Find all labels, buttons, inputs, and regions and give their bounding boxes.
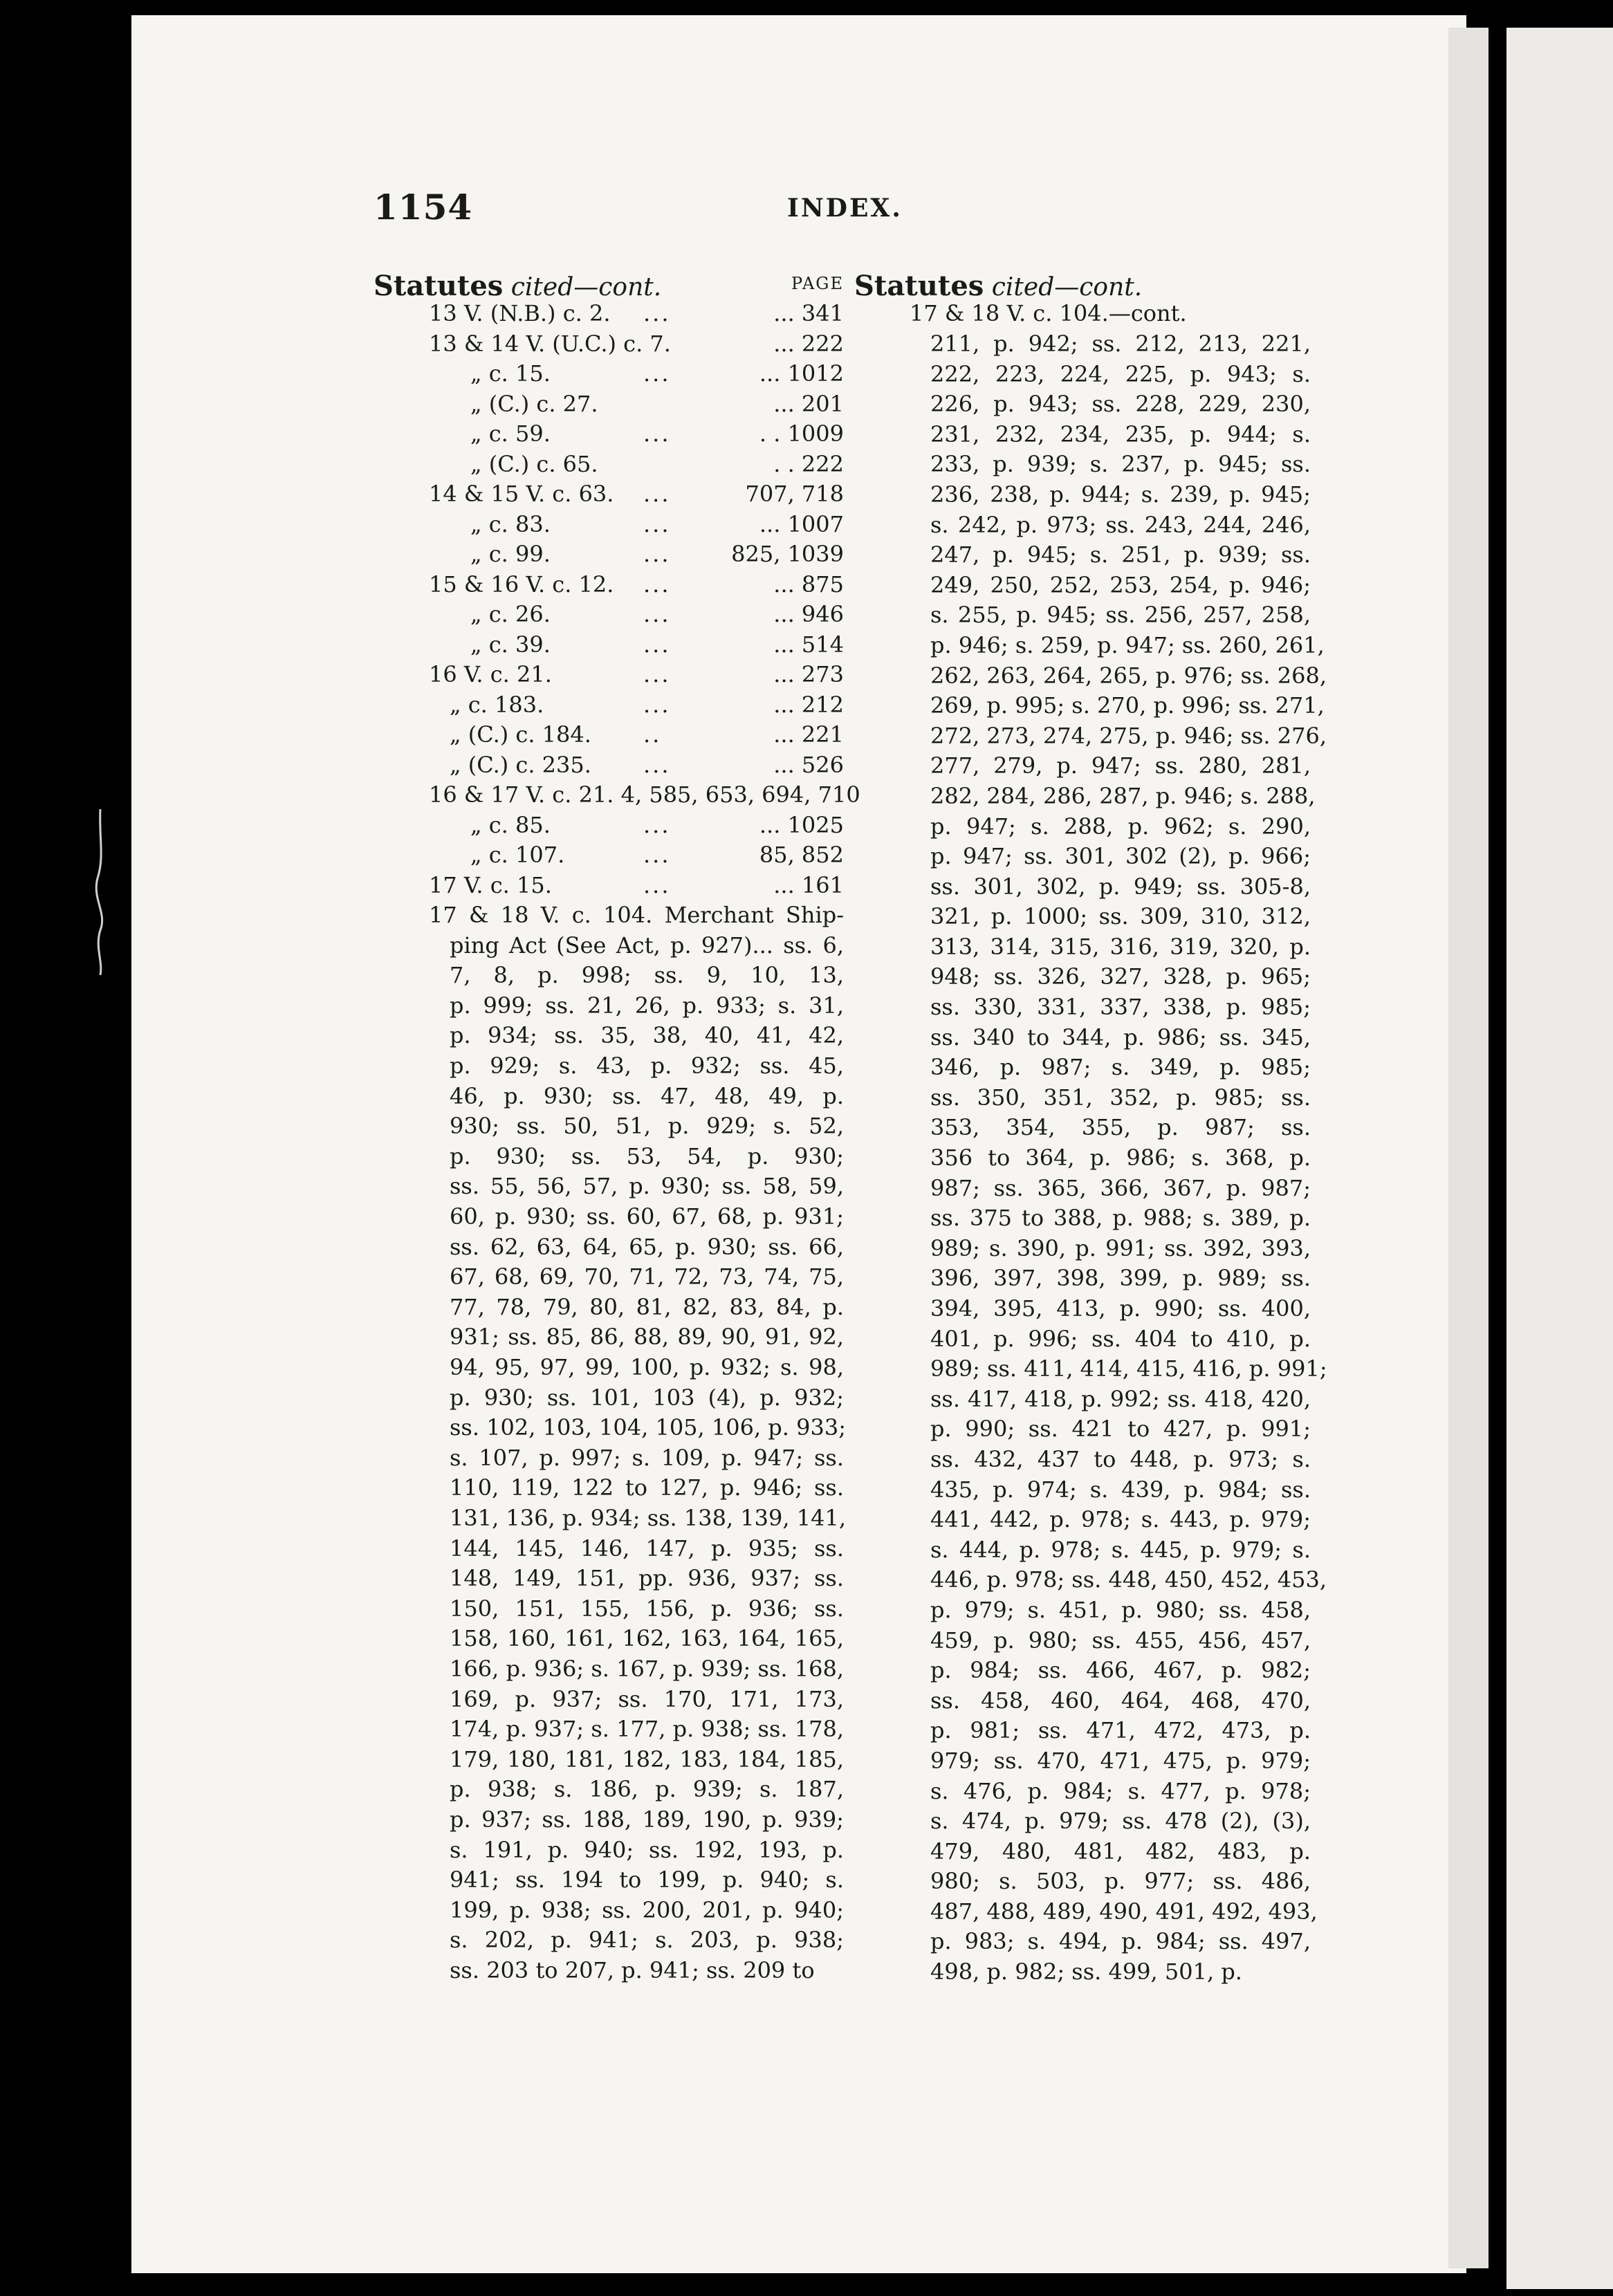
index-text-line: p. 984; ss. 466, 467, p. 982; — [930, 1657, 1311, 1684]
statute-citation: „ c. 85. — [470, 811, 551, 838]
page-reference: . . 222 — [773, 450, 844, 477]
page-reference: ... 526 — [773, 751, 844, 778]
statute-entry — [374, 872, 844, 902]
index-text-line: 231, 232, 234, 235, p. 944; s. — [930, 420, 1311, 447]
index-text-line: 262, 263, 264, 265, p. 976; ss. 268, — [930, 662, 1327, 689]
statute-citation: 13 V. (N.B.) c. 2. — [429, 300, 611, 326]
index-text-line: p. 983; s. 494, p. 984; ss. 497, — [930, 1928, 1311, 1955]
statute-entry — [374, 631, 844, 662]
index-text-line: 269, p. 995; s. 270, p. 996; ss. 271, — [930, 692, 1325, 719]
page-reference: ... 1012 — [759, 360, 844, 387]
statute-entry — [374, 721, 844, 752]
index-text-line: 930; ss. 50, 51, p. 929; s. 52, — [450, 1113, 844, 1140]
index-text-line: ss. 102, 103, 104, 105, 106, p. 933; — [450, 1414, 846, 1441]
index-text-line: 131, 136, p. 934; ss. 138, 139, 141, — [450, 1504, 846, 1531]
statute-entry — [374, 752, 844, 782]
index-text-line: 199, p. 938; ss. 200, 201, p. 940; — [450, 1896, 844, 1923]
leader-dots: ... — [643, 571, 671, 598]
index-text-line: 77, 78, 79, 80, 81, 82, 83, 84, p. — [450, 1293, 844, 1320]
index-text-line: 46, p. 930; ss. 47, 48, 49, p. — [450, 1082, 844, 1109]
page-reference: ... 273 — [773, 661, 844, 687]
statute-entry — [374, 601, 844, 631]
index-text-line: 346, p. 987; s. 349, p. 985; — [930, 1054, 1311, 1081]
index-text-line: ss. 203 to 207, p. 941; ss. 209 to — [450, 1956, 815, 1983]
index-text-line: p. 999; ss. 21, 26, p. 933; s. 31, — [450, 992, 844, 1019]
leader-dots: .. — [643, 721, 662, 748]
adjacent-page-edge — [1506, 28, 1613, 2289]
index-text-line: 435, p. 974; s. 439, p. 984; ss. — [930, 1476, 1311, 1503]
continuation-subheading: 17 & 18 V. c. 104.—cont. — [910, 300, 1187, 326]
page-reference: ... 222 — [773, 330, 844, 357]
index-text-line: s. 242, p. 973; ss. 243, 244, 246, — [930, 511, 1311, 538]
index-text-line: 356 to 364, p. 986; s. 368, p. — [930, 1145, 1311, 1172]
statute-entry — [374, 541, 844, 571]
index-text-line: 150, 151, 155, 156, p. 936; ss. — [450, 1595, 844, 1622]
leader-dots: ... — [643, 871, 671, 898]
index-text-line: p. 981; ss. 471, 472, 473, p. — [930, 1717, 1311, 1744]
page-reference: . . 1009 — [759, 420, 844, 447]
statute-entry — [374, 420, 844, 451]
leader-dots: ... — [643, 420, 671, 447]
index-text-line: s. 444, p. 978; s. 445, p. 979; s. — [930, 1536, 1311, 1563]
statute-citation: „ (C.) c. 235. — [450, 751, 591, 778]
leader-dots: ... — [643, 300, 671, 326]
page-reference: ... 1007 — [759, 510, 844, 537]
page-reference: ... 201 — [773, 390, 844, 417]
statute-entry-list — [374, 300, 844, 781]
statute-citation: „ c. 99. — [470, 541, 551, 567]
index-text-line: 17 & 18 V. c. 104. Merchant Ship- — [429, 902, 844, 929]
long-entry: 16 & 17 V. c. 21. 4, 585, 653, 694, 710 — [429, 781, 860, 808]
index-text-line: p. 938; s. 186, p. 939; s. 187, — [450, 1776, 844, 1803]
index-text-line: s. 107, p. 997; s. 109, p. 947; ss. — [450, 1444, 844, 1471]
index-text-line: p. 947; s. 288, p. 962; s. 290, — [930, 813, 1311, 840]
merchant-shipping-act-entry — [374, 902, 844, 1987]
page-reference: ... 341 — [773, 300, 844, 326]
leader-dots: ... — [643, 842, 671, 869]
index-text-line: 247, p. 945; s. 251, p. 939; ss. — [930, 541, 1311, 568]
index-text-line: 353, 354, 355, p. 987; ss. — [930, 1114, 1311, 1141]
statute-citation: „ c. 26. — [470, 601, 551, 627]
leader-dots: ... — [643, 661, 671, 687]
statute-entry — [374, 331, 844, 361]
index-text-line: ss. 55, 56, 57, p. 930; ss. 58, 59, — [450, 1173, 844, 1200]
leader-dots: ... — [643, 751, 671, 778]
index-text-line: 321, p. 1000; ss. 309, 310, 312, — [930, 903, 1311, 930]
index-text-line: s. 202, p. 941; s. 203, p. 938; — [450, 1927, 844, 1954]
index-text-line: 222, 223, 224, 225, p. 943; s. — [930, 360, 1311, 387]
index-text-line: 282, 284, 286, 287, p. 946; s. 288, — [930, 782, 1316, 809]
index-text-line: ping Act (See Act, p. 927)... ss. 6, — [450, 932, 844, 959]
index-text-line: 60, p. 930; ss. 60, 67, 68, p. 931; — [450, 1203, 844, 1230]
index-text-line: s. 255, p. 945; ss. 256, 257, 258, — [930, 602, 1311, 629]
index-text-line: 441, 442, p. 978; s. 443, p. 979; — [930, 1506, 1311, 1533]
statute-entry — [374, 842, 844, 872]
index-text-line: 144, 145, 146, 147, p. 935; ss. — [450, 1535, 844, 1562]
index-text-line: ss. 350, 351, 352, p. 985; ss. — [930, 1084, 1311, 1111]
index-text-line: p. 990; ss. 421 to 427, p. 991; — [930, 1416, 1311, 1443]
left-column — [374, 270, 860, 1987]
index-text-line: 148, 149, 151, pp. 936, 937; ss. — [450, 1565, 844, 1592]
index-text-line: p. 979; s. 451, p. 980; ss. 458, — [930, 1596, 1311, 1623]
leader-dots: ... — [643, 631, 671, 658]
index-text-line: p. 934; ss. 35, 38, 40, 41, 42, — [450, 1022, 844, 1049]
heading-word: Statutes — [374, 270, 504, 302]
page-column-label: PAGE — [791, 274, 844, 293]
index-text-line: 226, p. 943; ss. 228, 229, 230, — [930, 391, 1311, 418]
leader-dots: ... — [643, 510, 671, 537]
index-text-line: 401, p. 996; ss. 404 to 410, p. — [930, 1325, 1311, 1352]
index-text-line: 446, p. 978; ss. 448, 450, 452, 453, — [930, 1566, 1327, 1593]
column-heading-right — [854, 270, 1311, 300]
statute-citation: „ c. 59. — [470, 420, 551, 447]
index-text-line: 979; ss. 470, 471, 475, p. 979; — [930, 1747, 1311, 1774]
statute-citation: „ (C.) c. 184. — [450, 721, 591, 748]
index-text-line: ss. 417, 418, p. 992; ss. 418, 420, — [930, 1385, 1311, 1412]
index-text-line: 941; ss. 194 to 199, p. 940; s. — [450, 1867, 844, 1894]
heading-word: Statutes — [854, 270, 984, 302]
index-text-line: s. 474, p. 979; ss. 478 (2), (3), — [930, 1808, 1311, 1835]
right-column — [854, 270, 1327, 1989]
statute-entry-list-2 — [374, 812, 844, 902]
statute-citation: „ c. 83. — [470, 510, 551, 537]
heading-suffix: cited—cont. — [510, 273, 662, 302]
index-text-line: 980; s. 503, p. 977; ss. 486, — [930, 1868, 1311, 1895]
index-text-line: 487, 488, 489, 490, 491, 492, 493, — [930, 1898, 1318, 1925]
leader-dots: ... — [643, 541, 671, 567]
leader-dots: ... — [643, 360, 671, 387]
leader-dots: ... — [643, 691, 671, 718]
stray-thread-mark — [80, 809, 121, 975]
index-text-line: 7, 8, p. 998; ss. 9, 10, 13, — [450, 962, 844, 989]
leader-dots: ... — [643, 811, 671, 838]
section-reference-paragraph — [854, 331, 1327, 1989]
index-text-line: ss. 340 to 344, p. 986; ss. 345, — [930, 1024, 1311, 1050]
index-text-line: 211, p. 942; ss. 212, 213, 221, — [930, 331, 1311, 357]
statute-citation: 16 V. c. 21. — [429, 661, 552, 687]
page-reference: 707, 718 — [745, 481, 844, 507]
page-reference: ... 1025 — [759, 811, 844, 838]
index-text-line: ss. 458, 460, 464, 468, 470, — [930, 1687, 1311, 1714]
page-reference: 85, 852 — [759, 842, 844, 869]
statute-citation: „ c. 15. — [470, 360, 551, 387]
index-text-line: 110, 119, 122 to 127, p. 946; ss. — [450, 1474, 844, 1501]
page-number: 1154 — [374, 187, 473, 228]
index-text-line: 94, 95, 97, 99, 100, p. 932; s. 98, — [450, 1354, 844, 1380]
index-text-line: ss. 330, 331, 337, 338, p. 985; — [930, 994, 1311, 1021]
index-text-line: 249, 250, 252, 253, 254, p. 946; — [930, 571, 1311, 598]
column-heading — [374, 270, 844, 300]
statute-entry — [374, 511, 844, 541]
statute-citation: „ c. 183. — [450, 691, 544, 718]
index-text-line: 277, 279, p. 947; ss. 280, 281, — [930, 752, 1311, 779]
statute-entry — [374, 391, 844, 421]
statute-citation: 14 & 15 V. c. 63. — [429, 481, 614, 507]
index-text-line: 236, 238, p. 944; s. 239, p. 945; — [930, 481, 1311, 508]
page-edge-shadow — [1448, 28, 1488, 2268]
index-text-line: 394, 395, 413, p. 990; ss. 400, — [930, 1295, 1311, 1322]
index-text-line: 948; ss. 326, 327, 328, p. 965; — [930, 963, 1311, 990]
page-reference: ... 212 — [773, 691, 844, 718]
index-text-line: 987; ss. 365, 366, 367, p. 987; — [930, 1174, 1311, 1201]
index-text-line: p. 937; ss. 188, 189, 190, p. 939; — [450, 1806, 844, 1833]
statute-entry — [374, 300, 844, 331]
index-text-line: 396, 397, 398, 399, p. 989; ss. — [930, 1265, 1311, 1292]
index-text-line: p. 929; s. 43, p. 932; ss. 45, — [450, 1053, 844, 1080]
page-reference: ... 221 — [773, 721, 844, 748]
index-text-line: p. 946; s. 259, p. 947; ss. 260, 261, — [930, 631, 1325, 658]
index-text-line: 233, p. 939; s. 237, p. 945; ss. — [930, 451, 1311, 478]
index-text-line: 313, 314, 315, 316, 319, 320, p. — [930, 933, 1311, 960]
statute-citation: „ (C.) c. 27. — [470, 390, 598, 417]
index-text-line: p. 930; ss. 53, 54, p. 930; — [450, 1142, 844, 1169]
statute-citation: „ (C.) c. 65. — [470, 450, 598, 477]
running-head: INDEX. — [787, 194, 903, 223]
statute-citation: „ c. 39. — [470, 631, 551, 658]
index-text-line: ss. 432, 437 to 448, p. 973; s. — [930, 1445, 1311, 1472]
index-text-line: 931; ss. 85, 86, 88, 89, 90, 91, 92, — [450, 1324, 844, 1351]
statute-entry — [374, 812, 844, 842]
index-text-line: ss. 301, 302, p. 949; ss. 305-8, — [930, 873, 1311, 900]
index-text-line: 498, p. 982; ss. 499, 501, p. — [930, 1959, 1242, 1985]
statute-entry — [374, 661, 844, 692]
index-text-line: ss. 62, 63, 64, 65, p. 930; ss. 66, — [450, 1233, 844, 1260]
statute-entry — [374, 481, 844, 511]
leader-dots: ... — [643, 481, 671, 507]
statute-citation: 15 & 16 V. c. 12. — [429, 571, 614, 598]
index-text-line: 459, p. 980; ss. 455, 456, 457, — [930, 1627, 1311, 1654]
index-text-line: 158, 160, 161, 162, 163, 164, 165, — [450, 1625, 844, 1652]
index-text-line: p. 947; ss. 301, 302 (2), p. 966; — [930, 843, 1311, 870]
index-text-line: 169, p. 937; ss. 170, 171, 173, — [450, 1685, 844, 1712]
heading-suffix: cited—cont. — [991, 273, 1143, 302]
statute-citation: „ c. 107. — [470, 842, 565, 869]
index-text-line: 272, 273, 274, 275, p. 946; ss. 276, — [930, 722, 1327, 749]
index-text-line: 179, 180, 181, 182, 183, 184, 185, — [450, 1746, 844, 1772]
index-text-line: ss. 375 to 388, p. 988; s. 389, p. — [930, 1205, 1311, 1232]
page-reference: ... 161 — [773, 871, 844, 898]
statute-citation: 17 V. c. 15. — [429, 871, 552, 898]
index-text-line: p. 930; ss. 101, 103 (4), p. 932; — [450, 1384, 844, 1411]
page-reference: ... 875 — [773, 571, 844, 598]
index-text-line: s. 476, p. 984; s. 477, p. 978; — [930, 1777, 1311, 1804]
index-text-line: 174, p. 937; s. 177, p. 938; ss. 178, — [450, 1716, 844, 1743]
index-text-line: 166, p. 936; s. 167, p. 939; ss. 168, — [450, 1655, 844, 1682]
page-reference: 825, 1039 — [731, 541, 844, 567]
statute-entry — [374, 571, 844, 602]
index-text-line: 67, 68, 69, 70, 71, 72, 73, 74, 75, — [450, 1263, 844, 1290]
statute-entry — [374, 692, 844, 722]
leader-dots: ... — [643, 601, 671, 627]
page-reference: ... 514 — [773, 631, 844, 658]
index-text-line: 989; s. 390, p. 991; ss. 392, 393, — [930, 1234, 1311, 1261]
index-text-line: 989; ss. 411, 414, 415, 416, p. 991; — [930, 1355, 1327, 1382]
statute-entry — [374, 360, 844, 391]
page-reference: ... 946 — [773, 601, 844, 627]
index-text-line: s. 191, p. 940; ss. 192, 193, p. — [450, 1836, 844, 1863]
statute-entry — [374, 451, 844, 481]
statute-citation: 13 & 14 V. (U.C.) c. 7. — [429, 330, 671, 357]
index-text-line: 479, 480, 481, 482, 483, p. — [930, 1837, 1311, 1864]
